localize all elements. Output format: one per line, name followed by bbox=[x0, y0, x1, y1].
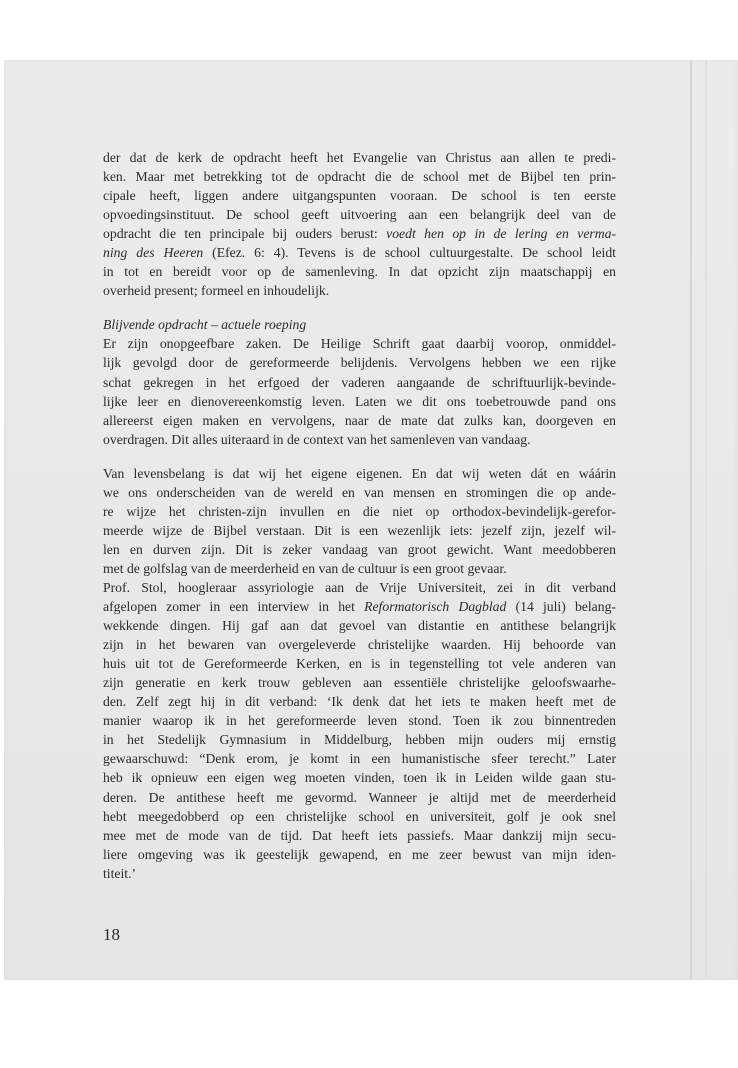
text-line: manier waarop ik in het gereformeerde leven stond. Toen ik zou binnentreden bbox=[103, 713, 616, 729]
text-line: overheid present; formeel en inhoudelijk. bbox=[103, 283, 330, 299]
text-line: hebt meegedobberd op een christelijke school en universiteit, golf je ook snel bbox=[103, 808, 616, 824]
text-line: titeit.’ bbox=[103, 865, 137, 881]
text-line: lijke leer en dienovereenkomstig leven. Laten we dit ons toebetrouwde pand ons bbox=[103, 393, 616, 409]
text-line: zijn in het bewaren van overgeleverde christelijke waarden. Hij behoorde van bbox=[103, 637, 616, 653]
page-number: 18 bbox=[103, 925, 120, 944]
text-line: mee met de mode van de tijd. Dat heeft iets passiefs. Maar dankzij mijn secu- bbox=[103, 827, 616, 843]
italic-quote: ning des Heeren bbox=[103, 245, 204, 261]
text-line: re wijze het christen-zijn invullen en die niet op orthodox-bevindelijk-gerefor- bbox=[103, 503, 616, 519]
text-line: met de golfslag van de meerderheid en van de cultuur is een groot gevaar. bbox=[103, 560, 507, 576]
page-edge-line bbox=[690, 60, 692, 980]
text-line: deren. De antithese heeft me gevormd. Wanneer je altijd met de meerderheid bbox=[103, 789, 616, 805]
italic-quote: voedt hen op in de lering en verma- bbox=[386, 226, 617, 242]
newspaper-title: Reformatorisch Dagblad bbox=[364, 599, 507, 615]
text-line: ken. Maar met betrekking tot de opdracht die de school met de Bijbel ten prin- bbox=[103, 169, 616, 185]
text-line: allereerst eigen maken en vervolgens, naar de mate dat zulks kan, doorgeven en bbox=[103, 412, 616, 428]
text-line: we ons onderscheiden van de wereld en van mensen en stromingen die op ande- bbox=[103, 484, 616, 500]
section-heading: Blijvende opdracht – actuele roeping bbox=[103, 317, 307, 333]
text-line: opdracht die ten principale bij ouders berust: voedt hen op in de lering en verma- bbox=[103, 226, 617, 242]
text-line: Van levensbelang is dat wij het eigene eigenen. En dat wij weten dát en wáárin bbox=[103, 465, 616, 481]
text-line: den. Zelf zegt hij in dit verband: ‘Ik denk dat het iets te maken heeft met de bbox=[103, 694, 616, 710]
text-line: in het Stedelijk Gymnasium in Middelburg, hebben mijn ouders mij ernstig bbox=[103, 732, 616, 748]
text-line: zijn generatie en kerk trouw gebleven aan essentiële christelijke geloofswaarhe- bbox=[103, 675, 616, 691]
text-line: in tot en bereidt voor op de samenleving. In dat opzicht zijn maatschappij en bbox=[103, 264, 616, 280]
text-line: len en durven zijn. Dit is zeker vandaag van groot gewicht. Want meedobberen bbox=[103, 541, 616, 557]
text-line: cipale heeft, liggen andere uitgangspunten vooraan. De school is ten eerste bbox=[103, 188, 616, 204]
text-line: meerde wijze de Bijbel verstaan. Dit is een wezenlijk iets: jezelf zijn, jezelf wil- bbox=[103, 522, 616, 538]
text-line: wekkende dingen. Hij gaf aan dat gevoel van distantie en antithese belangrijk bbox=[103, 618, 616, 634]
text-line: lijk gevolgd door de gereformeerde belijdenis. Vervolgens hebben we een rijke bbox=[103, 355, 616, 371]
body-text bbox=[103, 148, 616, 883]
text-line: afgelopen zomer in een interview in het Reformatorisch Dagblad (14 juli) belang- bbox=[103, 599, 616, 615]
text-line: heb ik opnieuw een eigen weg moeten vinden, toen ik in Leiden wilde gaan stu- bbox=[103, 770, 616, 786]
text-line: opvoedingsinstituut. De school geeft uitvoering aan een belangrijk deel van de bbox=[103, 207, 616, 223]
text-line: Er zijn onopgeefbare zaken. De Heilige Schrift gaat daarbij voorop, onmiddel- bbox=[103, 336, 616, 352]
text-line: schat gekregen in het erfgoed der vaderen aangaande de schriftuurlijk-bevinde- bbox=[103, 374, 616, 390]
text-line: huis uit tot de Gereformeerde Kerken, en is in tegenstelling tot vele anderen van bbox=[103, 656, 616, 672]
text-line: der dat de kerk de opdracht heeft het Evangelie van Christus aan allen te predi- bbox=[103, 150, 616, 165]
text-line: ning des Heeren (Efez. 6: 4). Tevens is de school cultuurgestalte. De school leidt bbox=[103, 245, 616, 261]
text-line: overdragen. Dit alles uiteraard in de context van het samenleven van vandaag. bbox=[103, 431, 531, 447]
text-line: gewaarschuwd: “Denk erom, je komt in een humanistische sfeer terecht.” Later bbox=[103, 751, 616, 767]
text-line: Prof. Stol, hoogleraar assyriologie aan de Vrije Universiteit, zei in dit verband bbox=[103, 579, 616, 595]
text-line: liere omgeving was ik geestelijk gewapend, en me zeer bewust van mijn iden- bbox=[103, 846, 616, 862]
page-edge-line-outer bbox=[705, 60, 707, 980]
